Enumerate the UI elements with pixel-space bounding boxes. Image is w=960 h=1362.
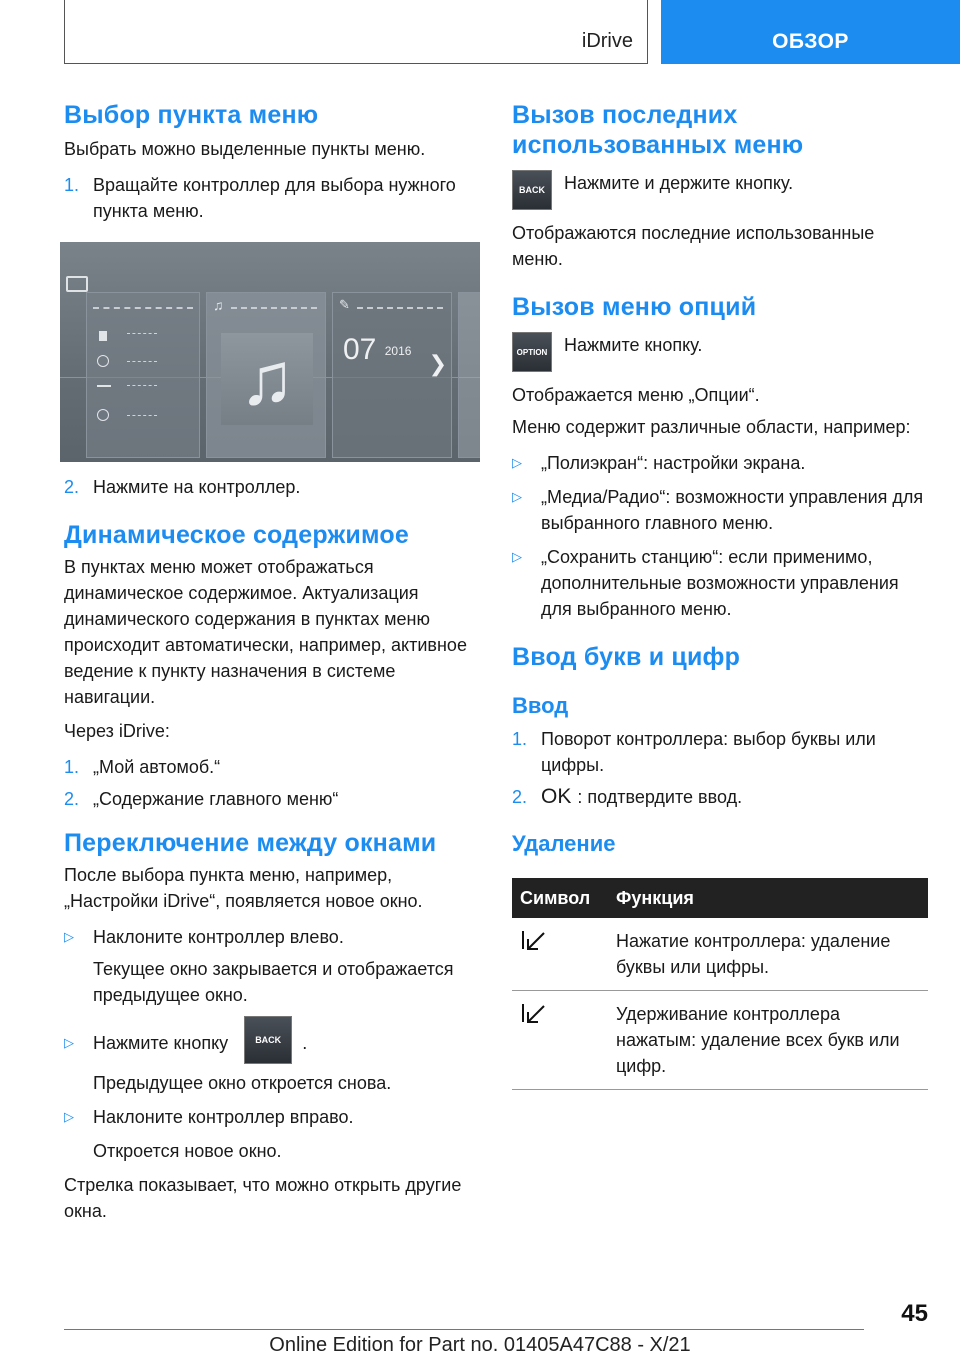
header-tab[interactable] bbox=[661, 0, 960, 64]
paragraph: Отображается меню „Опции“. bbox=[512, 385, 760, 405]
table-row bbox=[512, 918, 928, 991]
list-item-detail: Предыдущее окно откроется снова. bbox=[93, 1073, 392, 1093]
delete-arrow-icon bbox=[512, 991, 608, 1090]
date-day: 07 bbox=[343, 333, 377, 366]
paragraph: Меню содержит различные области, например: bbox=[512, 417, 911, 437]
section-title-recent-menus: Вызов последних использованных меню bbox=[512, 101, 804, 159]
table-cell: Удерживание контроллера нажатым: удаление всех букв или цифр. bbox=[608, 991, 928, 1090]
media-card[interactable] bbox=[206, 292, 326, 458]
list-item: ▷ „Медиа/Радио“: возможности управления для выбранного главного меню. bbox=[512, 484, 928, 536]
triangle-bullet-icon: ▷ bbox=[64, 929, 74, 944]
section-title-dynamic-content: Динамическое содержимое bbox=[64, 521, 409, 549]
date-year: 2016 bbox=[384, 344, 412, 359]
music-note-small-icon: ♫ bbox=[213, 297, 224, 313]
gauge-icon bbox=[97, 355, 109, 367]
paragraph: В пунктах меню может отображаться динамическое содержимое. Актуализация динамического содержания в пунктах меню происходит автоматически, например, активное ведение к пункту назначения в системе навигации. bbox=[64, 557, 467, 707]
paragraph: Выбрать можно выделенные пункты меню. bbox=[64, 139, 426, 159]
section-title-switch-windows: Переключение между окнами bbox=[64, 829, 437, 857]
list-item: 1. Вращайте контроллер для выбора нужного пункта меню. bbox=[64, 175, 456, 221]
clock-icon bbox=[97, 409, 109, 421]
range-icon bbox=[97, 385, 111, 387]
list-item: 2. Нажмите на контроллер. bbox=[64, 477, 301, 497]
right-column bbox=[512, 100, 928, 1090]
table-header: Символ bbox=[512, 878, 608, 918]
paragraph: После выбора пункта меню, например, „Настройки iDrive“, появляется новое окно. bbox=[64, 865, 423, 911]
triangle-bullet-icon: ▷ bbox=[512, 455, 522, 470]
back-instruction: BACK Нажмите и держите кнопку. bbox=[512, 170, 928, 210]
option-button-icon: OPTION bbox=[512, 332, 552, 372]
table-row bbox=[512, 991, 928, 1090]
calendar-card[interactable] bbox=[332, 292, 452, 458]
fuel-icon bbox=[99, 331, 107, 341]
triangle-bullet-icon: ▷ bbox=[64, 1109, 74, 1124]
paragraph: Через iDrive: bbox=[64, 721, 170, 741]
list-item: 1. „Мой автомоб.“ bbox=[64, 757, 221, 777]
idrive-screen-image bbox=[60, 242, 480, 462]
header-tab-label: ОБЗОР bbox=[772, 30, 849, 53]
list-item: 2. OK : подтвердите ввод. bbox=[512, 785, 743, 808]
section-title-letters-digits: Ввод букв и цифр bbox=[512, 643, 741, 671]
section-title-select-menu: Выбор пункта меню bbox=[64, 101, 319, 129]
list-item-detail: Текущее окно закрывается и отображается предыдущее окно. bbox=[93, 959, 454, 1005]
table-cell: Нажатие контроллера: удаление буквы или цифры. bbox=[608, 918, 928, 991]
list-item-detail: Откроется новое окно. bbox=[93, 1141, 282, 1161]
back-button-icon: BACK bbox=[244, 1016, 292, 1064]
list-item: ▷ „Сохранить станцию“: если применимо, дополнительные возможности управления для выбранного меню. bbox=[512, 544, 928, 622]
left-column bbox=[64, 100, 480, 1224]
list-item: ▷ „Полиэкран“: настройки экрана. bbox=[512, 450, 928, 476]
back-button-icon: BACK bbox=[512, 170, 552, 210]
list-item: ▷ Нажмите кнопку BACK . bbox=[64, 1016, 480, 1064]
ok-symbol: OK bbox=[541, 785, 572, 808]
subsection-title-input: Ввод bbox=[512, 693, 569, 718]
delete-arrow-icon bbox=[512, 918, 608, 991]
option-instruction: OPTION Нажмите кнопку. bbox=[512, 332, 928, 372]
section-title-options-menu: Вызов меню опций bbox=[512, 293, 757, 321]
triangle-bullet-icon: ▷ bbox=[512, 549, 522, 564]
list-item: ▷ Наклоните контроллер вправо. bbox=[64, 1104, 480, 1130]
list-item: 1. Поворот контроллера: выбор буквы или цифры. bbox=[512, 729, 876, 775]
paragraph: Отображаются последние использованные меню. bbox=[512, 223, 875, 269]
triangle-bullet-icon: ▷ bbox=[64, 1035, 74, 1050]
chevron-right-icon[interactable]: ❯ bbox=[428, 351, 447, 376]
header-box bbox=[64, 0, 648, 64]
footer-divider bbox=[64, 1329, 864, 1330]
menu-icon bbox=[66, 276, 88, 292]
subsection-title-delete: Удаление bbox=[512, 831, 616, 856]
header-section: iDrive bbox=[581, 30, 633, 52]
table-header: Функция bbox=[608, 878, 928, 918]
list-item: ▷ Наклоните контроллер влево. bbox=[64, 924, 480, 950]
list-item: 2. „Содержание главного меню“ bbox=[64, 789, 339, 809]
paragraph: Стрелка показывает, что можно открыть другие окна. bbox=[64, 1175, 462, 1221]
triangle-bullet-icon: ▷ bbox=[512, 489, 522, 504]
phone-icon: ✎ bbox=[339, 297, 350, 312]
next-card[interactable] bbox=[458, 292, 480, 458]
music-note-icon: ♫ bbox=[221, 333, 313, 425]
footer-edition: Online Edition for Part no. 01405A47C88 - X/21 bbox=[269, 1334, 691, 1356]
vehicle-card[interactable] bbox=[86, 292, 200, 458]
delete-symbol-table bbox=[512, 878, 928, 1090]
page-number: 45 bbox=[901, 1300, 928, 1327]
